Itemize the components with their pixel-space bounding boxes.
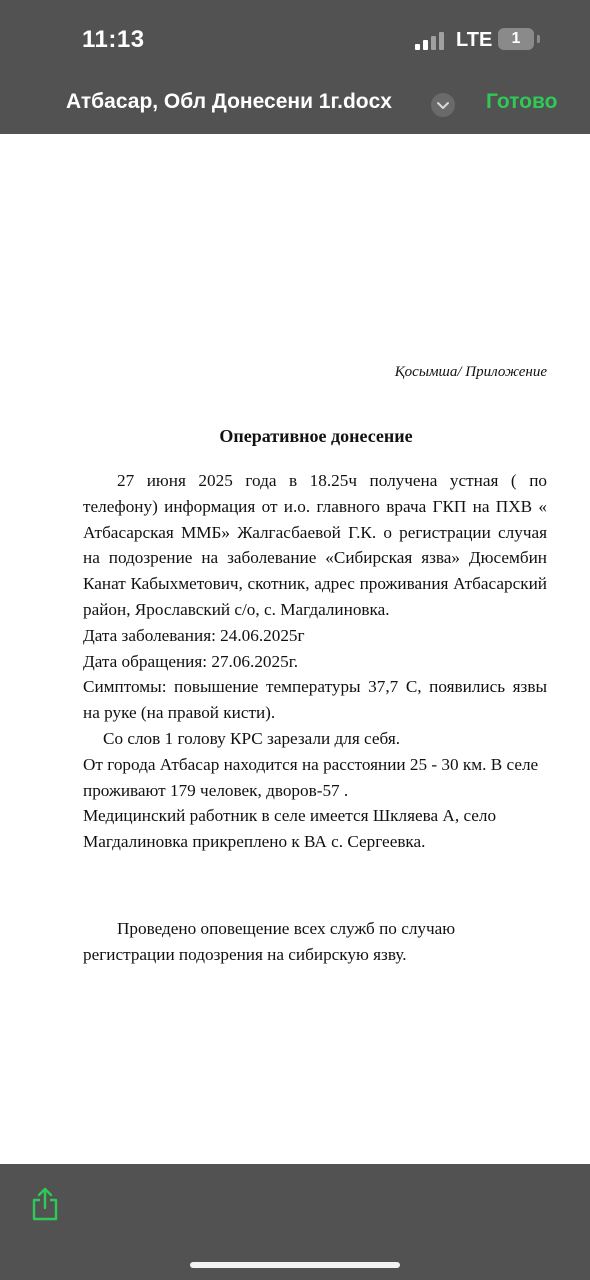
medic-note: Медицинский работник в селе имеется Шкляева А, село Магдалиновка прикреплено к ВА с. Сергеевка. bbox=[83, 806, 497, 852]
notice-block bbox=[83, 916, 547, 968]
appeal-date: Дата обращения: 27.06.2025г. bbox=[83, 651, 299, 671]
top-bar bbox=[0, 0, 590, 134]
paragraph-report: 27 июня 2025 года в 18.25ч получена устная ( по телефону) информация от и.о. главного врача ГКП на ПХВ « Атбасарская ММБ» Жалгасбаевой Г.К. о регистрации случая на подозрение на заболевание «Сибирская язва» Дюсембин Канат Кабыхметович, скотник, адрес проживания Атбасарский район, Ярославский с/о, с. Магдалиновка. bbox=[83, 471, 547, 619]
share-icon[interactable] bbox=[30, 1186, 60, 1222]
signal-strength-icon bbox=[415, 30, 449, 52]
attachment-label: Қосымша/ Приложение bbox=[394, 364, 547, 380]
symptoms: Симптомы: повышение температуры 37,7 С, появились язвы на руке (на правой кисти). bbox=[83, 677, 547, 723]
notice-text: Проведено оповещение всех служб по случаю регистрации подозрения на сибирскую язву. bbox=[83, 919, 456, 964]
document-heading: Оперативное донесение bbox=[219, 426, 413, 446]
cattle-note: Со слов 1 голову КРС зарезали для себя. bbox=[103, 728, 401, 748]
status-time: 11:13 bbox=[82, 26, 145, 53]
home-indicator[interactable] bbox=[190, 1262, 400, 1268]
distance-note: От города Атбасар находится на расстоянии 25 - 30 км. В селе проживают 179 человек, дворов-57 . bbox=[83, 754, 539, 800]
done-button[interactable]: Готово bbox=[486, 90, 558, 113]
chevron-down-icon[interactable] bbox=[431, 93, 455, 117]
battery-icon: 1 bbox=[498, 28, 534, 50]
document-body bbox=[83, 468, 547, 855]
network-type: LTE bbox=[456, 29, 493, 51]
battery-tip bbox=[537, 35, 540, 43]
onset-date: Дата заболевания: 24.06.2025г bbox=[83, 625, 305, 645]
document-title[interactable]: Атбасар, Обл Донесени 1г.docx bbox=[66, 90, 392, 113]
document-page bbox=[0, 134, 590, 1164]
